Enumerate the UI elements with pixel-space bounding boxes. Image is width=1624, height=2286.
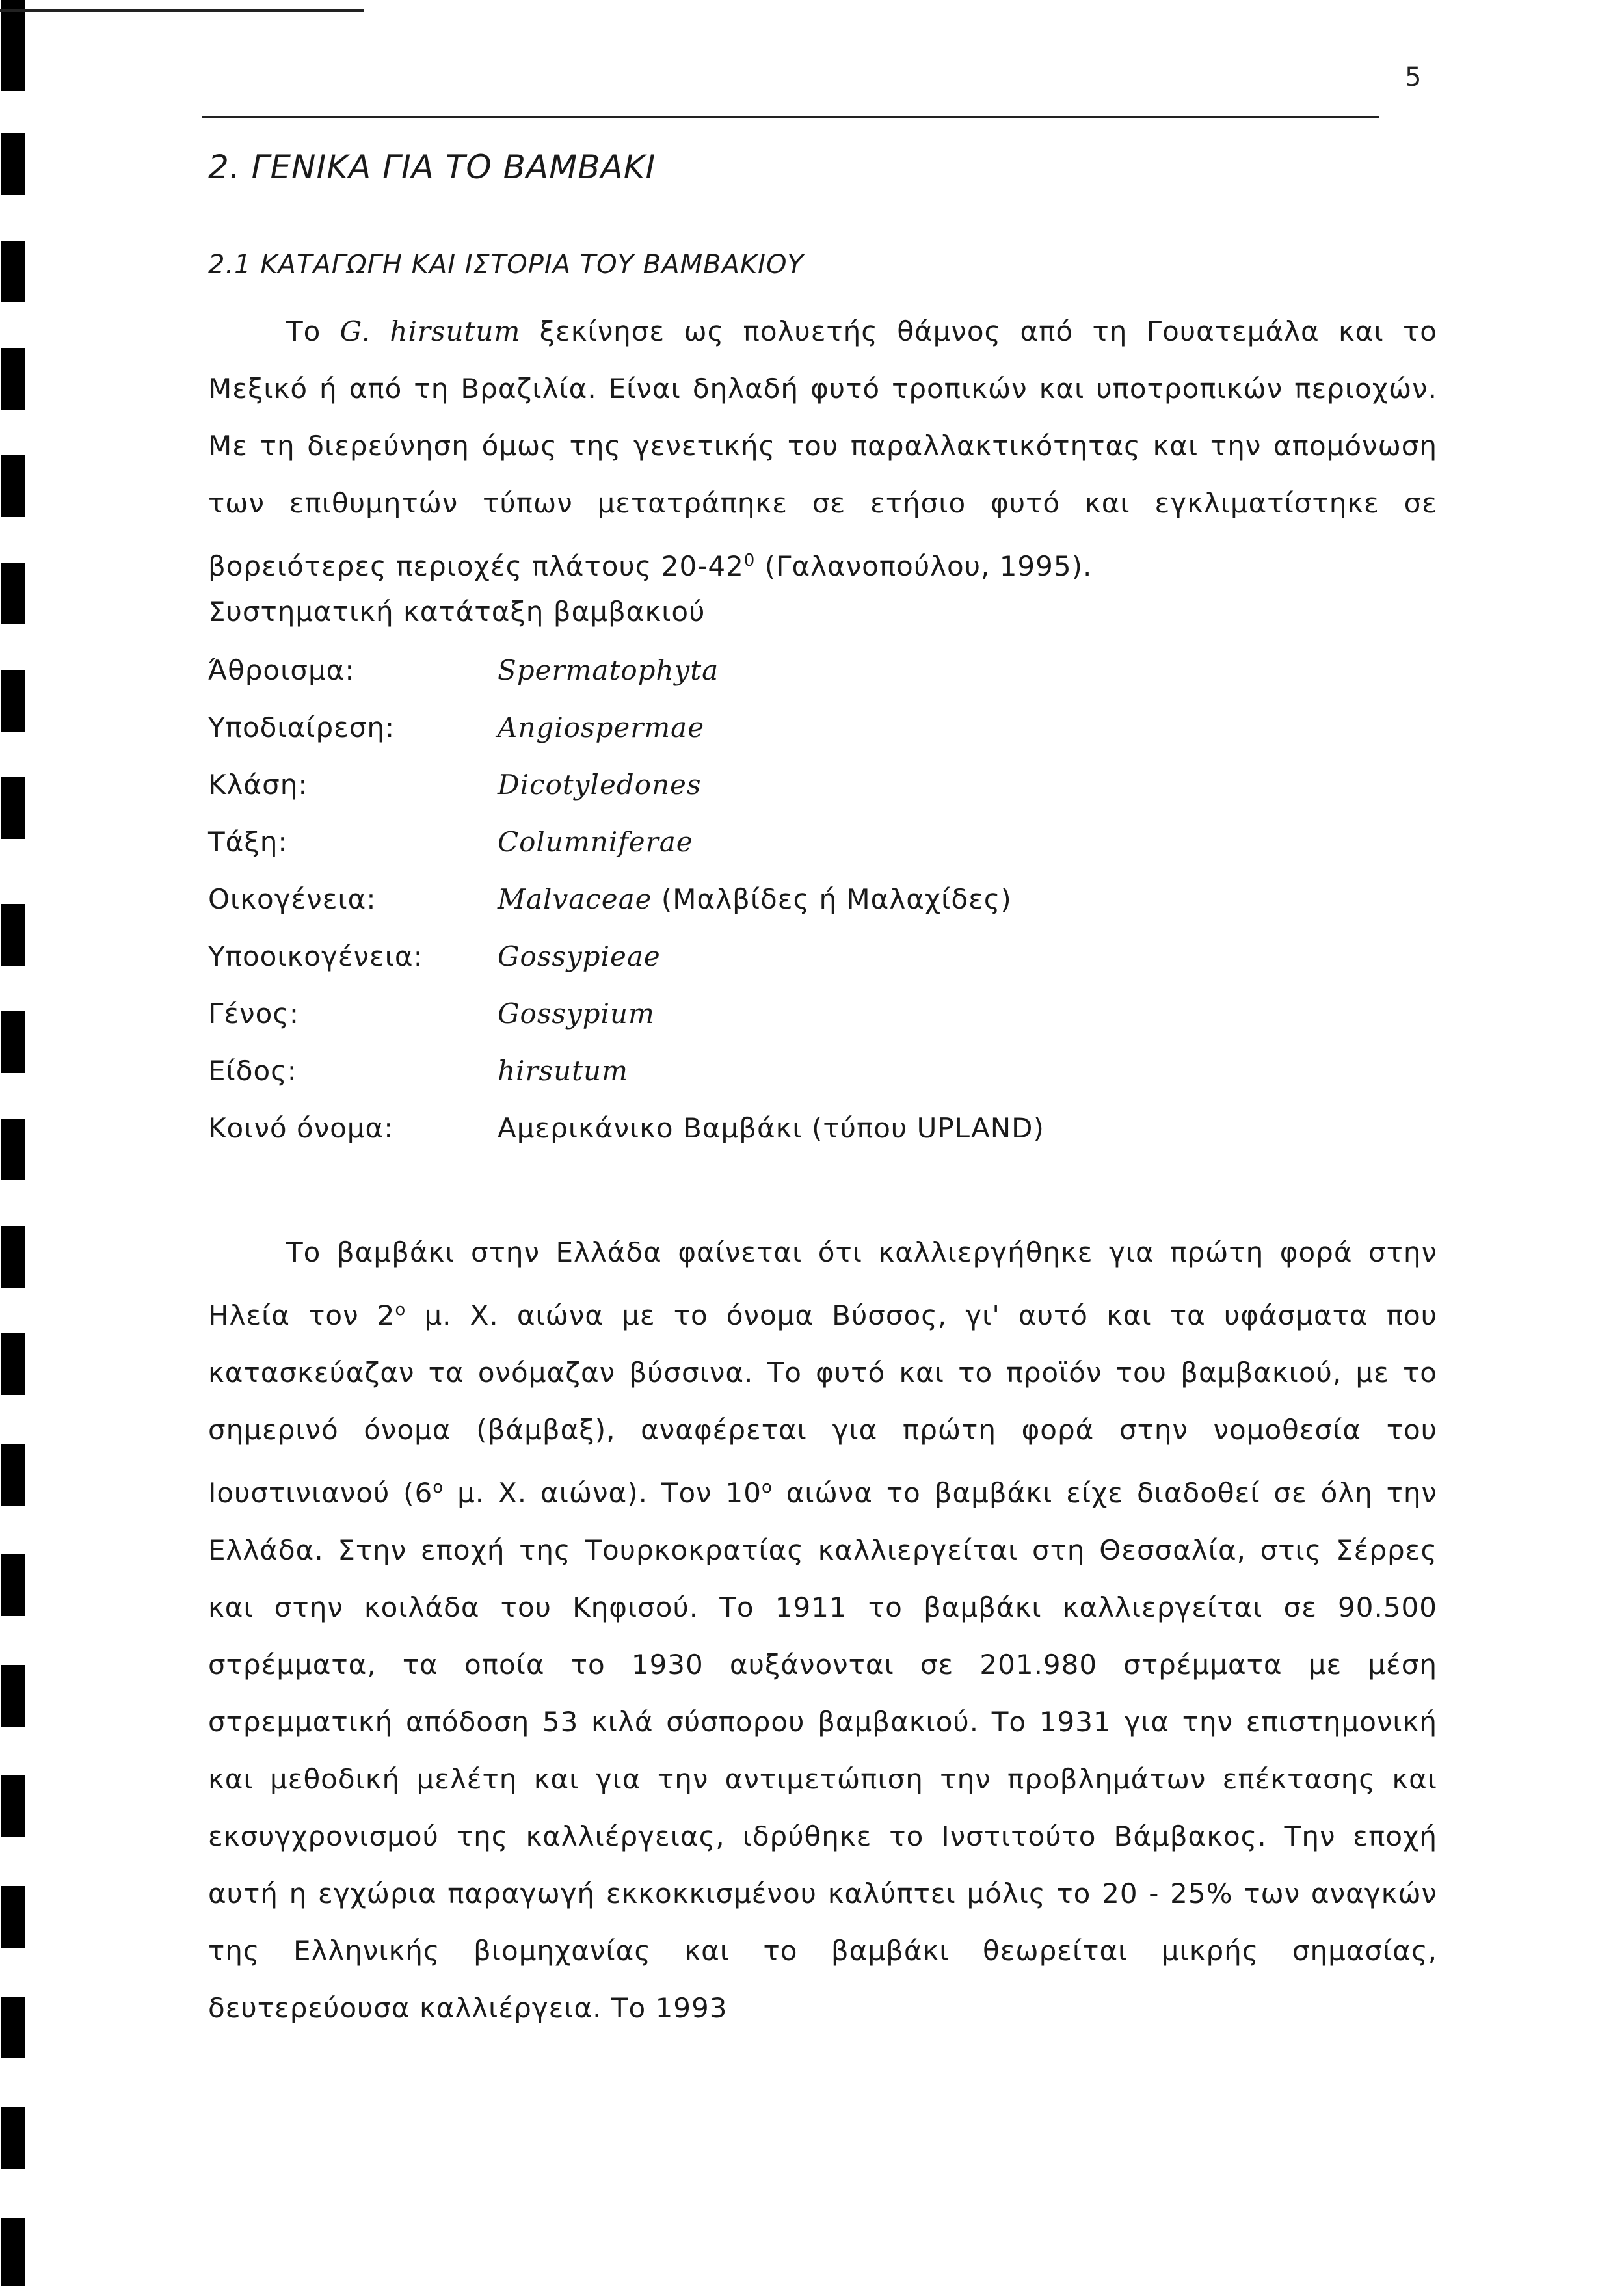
edge-mark (1, 2107, 25, 2169)
ordinal-mark: ο (433, 1478, 444, 1497)
taxonomy-row (208, 769, 1437, 826)
taxonomy-title: Συστηματική κατάταξη βαμβακιού (208, 596, 706, 628)
origin-paragraph (208, 303, 1437, 595)
taxon-name: Malvaceae (498, 883, 652, 915)
edge-mark (1, 1333, 25, 1395)
taxonomy-label: Άθροισμα: (208, 654, 355, 686)
taxonomy-label: Υποδιαίρεση: (208, 711, 395, 743)
ordinal-mark: ο (761, 1478, 773, 1497)
edge-mark (1, 777, 25, 839)
species-name: hirsutum (390, 315, 521, 347)
ordinal-mark: ο (395, 1300, 406, 1320)
taxonomy-row (208, 998, 1437, 1055)
history-text-b: μ. Χ. αιώνα με το όνομα Βύσσος, γι' αυτό και τα υφάσματα που κατασκεύαζαν τα ονόμαζαν βύσσινα. Το φυτό και το προϊόν του βαμβακιού, με το σημερινό όνομα (βάμβαξ), αναφέρεται για πρώτη φορά στην νομοθεσία του Ιουστινιανού (6 (208, 1299, 1438, 1509)
taxonomy-value (498, 998, 655, 1030)
taxon-name: Angiospermae (498, 711, 705, 743)
edge-mark (1, 1444, 25, 1506)
taxon-name: Gossypium (498, 998, 655, 1030)
edge-mark (1, 0, 25, 91)
edge-mark (1, 1775, 25, 1837)
taxonomy-row (208, 826, 1437, 883)
section-heading: 2.1 ΚΑΤΑΓΩΓΗ ΚΑΙ ΙΣΤΟΡΙΑ ΤΟΥ ΒΑΜΒΑΚΙΟΥ (208, 250, 804, 280)
taxonomy-row (208, 940, 1437, 998)
chapter-heading: 2. ΓΕΝΙΚΑ ΓΙΑ ΤΟ ΒΑΜΒΑΚΙ (208, 148, 656, 186)
taxonomy-row (208, 654, 1437, 711)
edge-mark (1, 1119, 25, 1180)
taxon-name: Columniferae (498, 826, 693, 858)
edge-mark (1, 1226, 25, 1288)
edge-mark (1, 563, 25, 624)
taxon-name: Spermatophyta (498, 654, 719, 686)
edge-mark (1, 1997, 25, 2058)
taxon-name: Gossypieae (498, 940, 661, 972)
genus-abbrev: G. (339, 315, 371, 347)
edge-mark (1, 455, 25, 517)
edge-mark (1, 670, 25, 732)
edge-mark (1, 904, 25, 966)
taxonomy-value (498, 1112, 1045, 1144)
taxon-note: (Μαλβίδες ή Μαλαχίδες) (652, 883, 1012, 915)
taxonomy-row (208, 883, 1437, 940)
origin-citation: (Γαλανοπούλου, 1995). (764, 550, 1093, 582)
edge-mark (1, 2218, 25, 2286)
taxonomy-label: Κλάση: (208, 769, 308, 801)
edge-mark (1, 241, 25, 302)
taxonomy-label: Είδος: (208, 1055, 297, 1087)
taxonomy-value (498, 711, 704, 743)
taxonomy-value (498, 826, 693, 858)
taxonomy-value (498, 940, 661, 972)
taxonomy-row (208, 1055, 1437, 1112)
taxon-name: Dicotyledones (498, 769, 702, 801)
edge-mark (1, 348, 25, 410)
taxonomy-row (208, 711, 1437, 769)
taxonomy-value (498, 769, 701, 801)
scan-binding-edge (0, 0, 30, 2286)
edge-mark (1, 1665, 25, 1727)
taxonomy-row (208, 1112, 1437, 1169)
taxonomy-label: Οικογένεια: (208, 883, 377, 915)
history-text-a: Το βαμβάκι στην Ελλάδα φαίνεται ότι καλλιεργήθηκε για πρώτη φορά στην Ηλεία τον 2 (208, 1236, 1437, 1331)
paragraph-lead: Το (286, 315, 321, 347)
taxonomy-value (498, 1055, 628, 1087)
history-text-c: μ. Χ. αιώνα). Τον 10 (444, 1477, 762, 1509)
taxonomy-value (498, 883, 1012, 915)
taxonomy-table (208, 654, 1437, 1169)
history-text-d: αιώνα το βαμβάκι είχε διαδοθεί σε όλη την Ελλάδα. Στην εποχή της Τουρκοκρατίας καλλιεργείται στη Θεσσαλία, στις Σέρρες και στην κοιλάδα του Κηφισού. Το 1911 το βαμβάκι καλλιεργείται σε 90.500 στρέμματα, τα οποία το 1930 αυξάνονται σε 201.980 στρέμματα με μέση στρεμματική απόδοση 53 κιλά σύσπορου βαμβακιού. Το 1931 για την επιστημονική και μεθοδική μελέτη και για την αντιμετώπιση την προβλημάτων επέκτασης και εκσυγχρονισμού της καλλιέργειας, ιδρύθηκε το Ινστιτούτο Βάμβακος. Την εποχή αυτή η εγχώρια παραγωγή εκκοκκισμένου καλύπτει μόλις το 20 - 25% των αναγκών της Ελληνικής βιομηχανίας και το βαμβάκι θεωρείται μικρής σημασίας, δευτερεύουσα καλλιέργεια. Το 1993 (208, 1477, 1437, 2024)
origin-text: ξεκίνησε ως πολυετής θάμνος από τη Γουατεμάλα και το Μεξικό ή από τη Βραζιλία. Είναι δηλαδή φυτό τροπικών και υποτροπικών περιοχών. Με τη διερεύνηση όμως της γενετικής του παραλλακτικότητας και την απομόνωση των επιθυμητών τύπων μετατράπηκε σε ετήσιο φυτό και εγκλιματίστηκε σε βορειότερες περιοχές πλάτους 20-42 (208, 315, 1437, 582)
edge-mark (1, 133, 25, 195)
edge-mark (1, 1886, 25, 1948)
taxonomy-label: Τάξη: (208, 826, 288, 858)
header-rule (202, 116, 1379, 118)
taxonomy-label: Κοινό όνομα: (208, 1112, 394, 1144)
taxon-note: Αμερικάνικο Βαμβάκι (τύπου UPLAND) (498, 1112, 1045, 1144)
edge-mark (1, 1011, 25, 1073)
taxonomy-label: Γένος: (208, 998, 300, 1030)
scan-top-rule (0, 9, 364, 12)
history-paragraph (208, 1224, 1437, 2037)
edge-mark (1, 1554, 25, 1616)
degree-mark: 0 (743, 551, 756, 570)
page-number: 5 (1405, 62, 1422, 92)
taxonomy-label: Υποοικογένεια: (208, 940, 423, 972)
taxon-name: hirsutum (498, 1055, 628, 1087)
taxonomy-value (498, 654, 719, 686)
